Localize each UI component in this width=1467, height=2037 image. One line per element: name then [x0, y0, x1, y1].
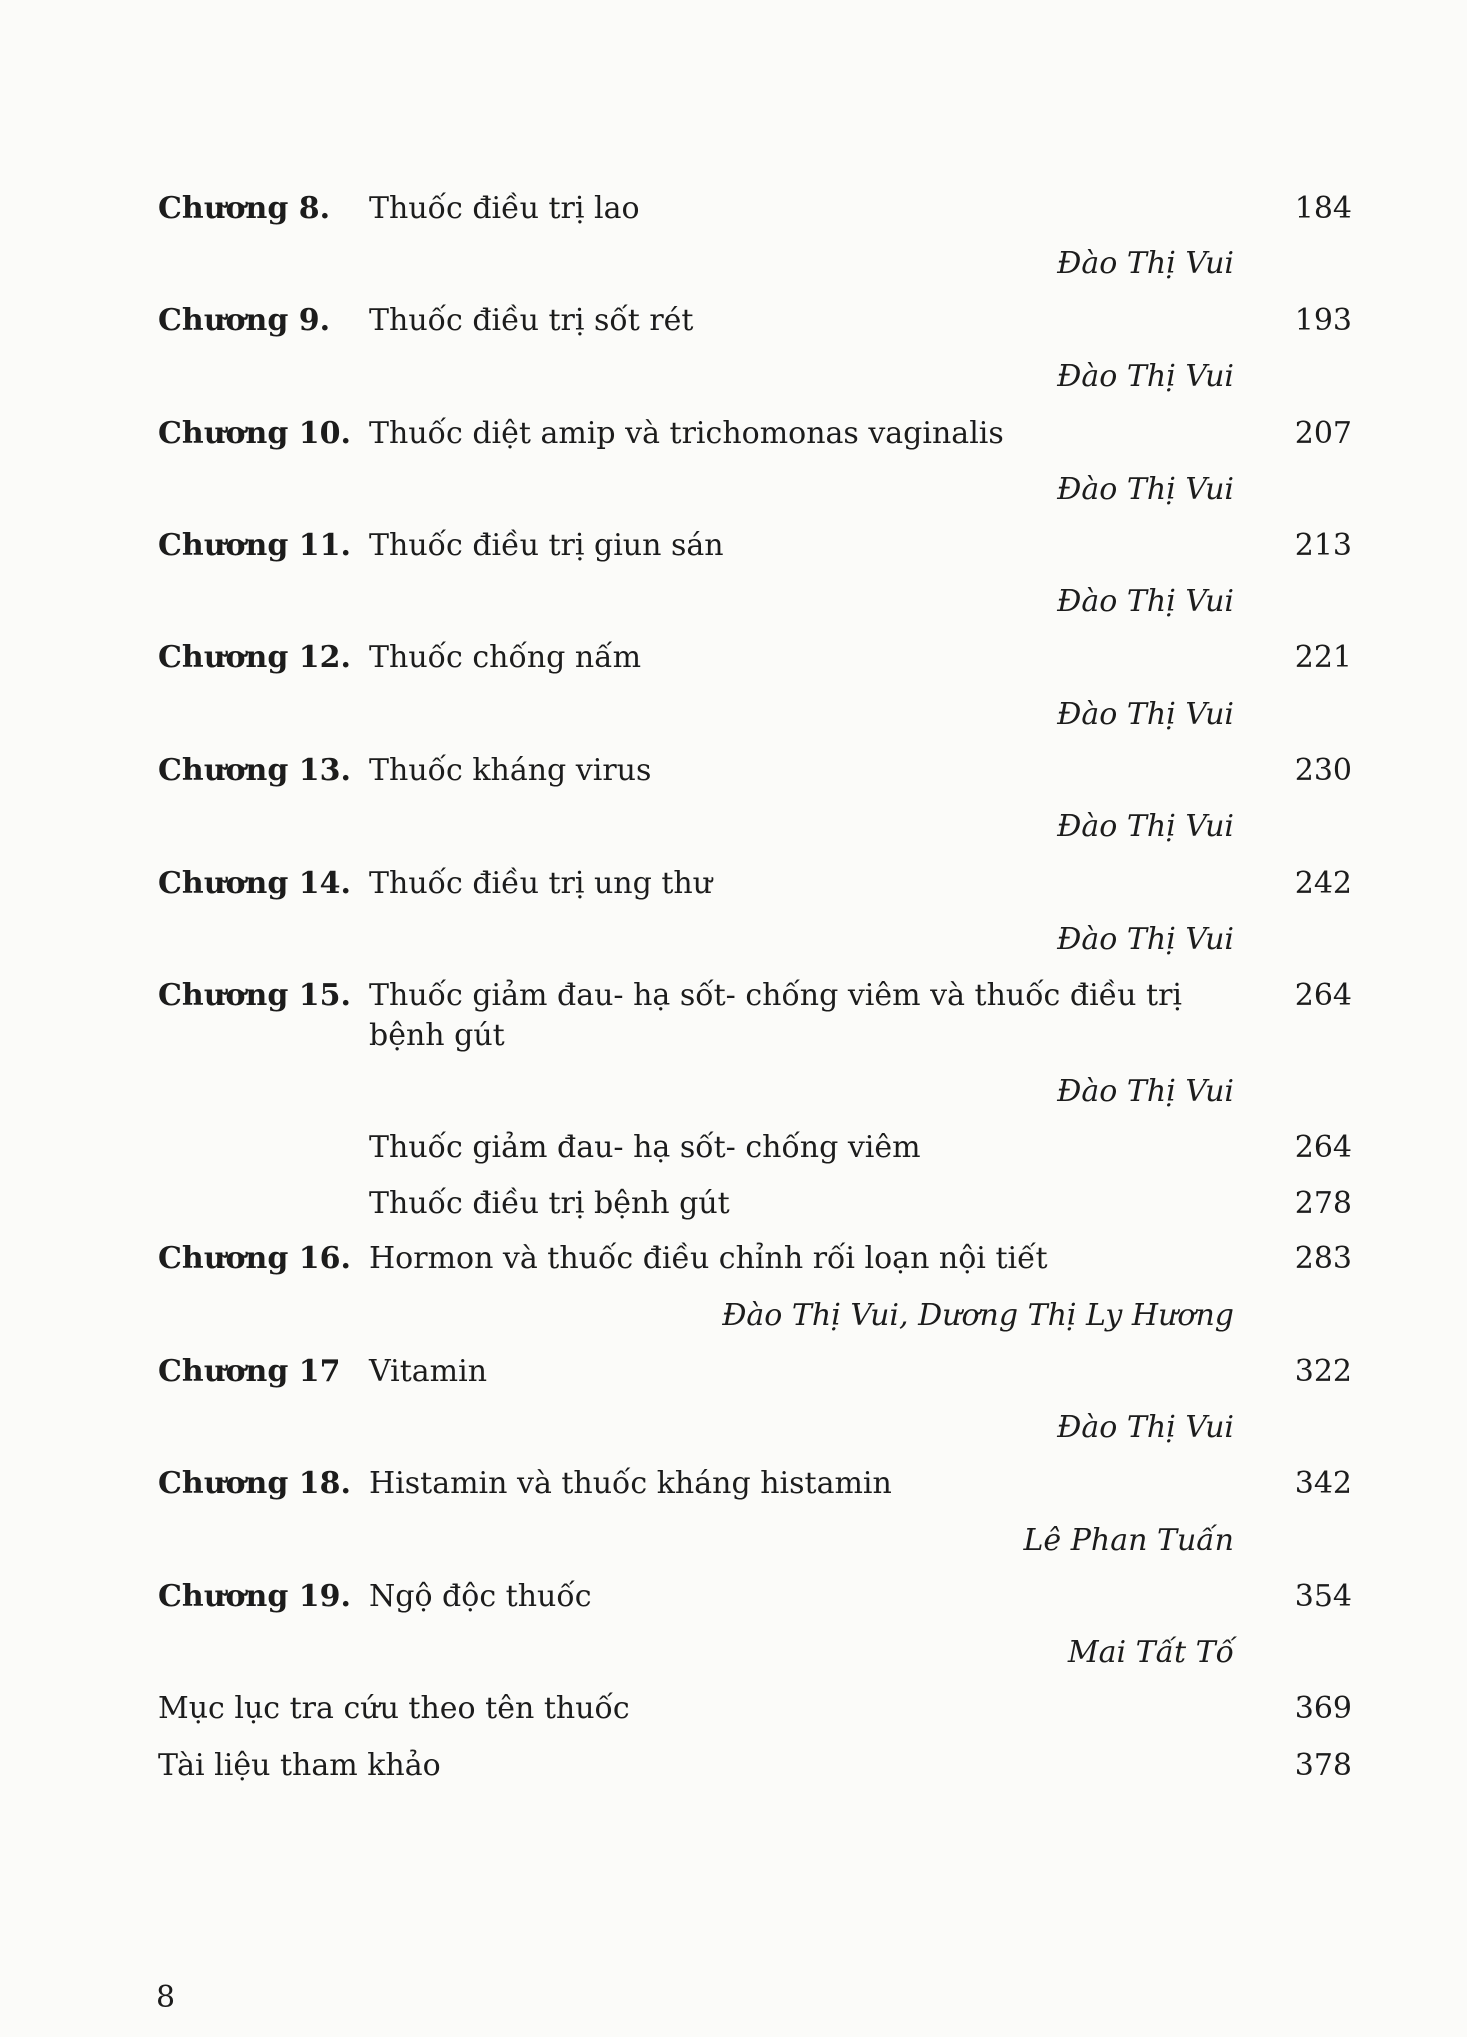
chapter-title: Thuốc giảm đau- hạ sốt- chống viêm và thuốc điều trị — [369, 978, 1183, 1013]
page-number: 264 — [1294, 978, 1352, 1013]
page-number: 283 — [1294, 1241, 1352, 1276]
toc-entry-ch11 — [158, 522, 1352, 570]
chapter-title: Thuốc điều trị lao — [369, 191, 640, 226]
chapter-label: Chương 9. — [158, 303, 331, 338]
toc-subentry — [158, 1124, 1352, 1172]
chapter-title: Thuốc điều trị sốt rét — [369, 303, 694, 338]
chapter-author: Đào Thị Vui — [1057, 1410, 1234, 1445]
chapter-label: Chương 13. — [158, 753, 351, 788]
chapter-title: Thuốc chống nấm — [369, 640, 642, 675]
chapter-label: Chương 12. — [158, 640, 351, 675]
toc-entry-ch10 — [158, 410, 1352, 458]
page-number: 193 — [1294, 303, 1352, 338]
chapter-label: Chương 8. — [158, 191, 331, 226]
chapter-label: Chương 14. — [158, 866, 351, 901]
toc-subentry — [158, 1180, 1352, 1228]
entry-title: Tài liệu tham khảo — [158, 1748, 441, 1783]
toc-entry-ch14 — [158, 860, 1352, 908]
toc-entry-ch16 — [158, 1235, 1352, 1283]
entry-title: Mục lục tra cứu theo tên thuốc — [158, 1691, 630, 1726]
chapter-title: Hormon và thuốc điều chỉnh rối loạn nội tiết — [369, 1241, 1048, 1276]
page-number: 342 — [1294, 1466, 1352, 1501]
toc-entry-ch15-continued — [158, 1012, 1352, 1060]
page-number: 264 — [1294, 1130, 1352, 1165]
toc-entry-ch17 — [158, 1348, 1352, 1396]
page-number: 242 — [1294, 866, 1352, 901]
subentry-title: Thuốc điều trị bệnh gút — [369, 1186, 730, 1221]
chapter-author: Đào Thị Vui, Dương Thị Ly Hương — [722, 1298, 1234, 1333]
chapter-title: Thuốc diệt amip và trichomonas vaginalis — [369, 416, 1004, 451]
chapter-title: Vitamin — [369, 1354, 488, 1389]
chapter-author: Đào Thị Vui — [1057, 1074, 1234, 1109]
page-folio: 8 — [156, 1980, 176, 2015]
toc-entry-ch12 — [158, 634, 1352, 682]
toc-entry-ch13 — [158, 747, 1352, 795]
toc-entry-drug-index — [158, 1685, 1352, 1733]
toc-entry-ch18 — [158, 1460, 1352, 1508]
chapter-label: Chương 16. — [158, 1241, 351, 1276]
chapter-label: Chương 11. — [158, 528, 351, 563]
chapter-label: Chương 10. — [158, 416, 351, 451]
page-number: 378 — [1294, 1748, 1352, 1783]
chapter-title: Thuốc kháng virus — [369, 753, 652, 788]
page-number: 207 — [1294, 416, 1352, 451]
toc-entry-references — [158, 1742, 1352, 1790]
toc-entry-ch8 — [158, 185, 1352, 233]
chapter-label: Chương 19. — [158, 1579, 351, 1614]
chapter-author: Đào Thị Vui — [1057, 246, 1234, 281]
chapter-label: Chương 17 — [158, 1354, 341, 1389]
chapter-author: Đào Thị Vui — [1057, 472, 1234, 507]
chapter-title: Thuốc điều trị ung thư — [369, 866, 713, 901]
subentry-title: Thuốc giảm đau- hạ sốt- chống viêm — [369, 1130, 921, 1165]
chapter-author: Đào Thị Vui — [1057, 584, 1234, 619]
chapter-author: Đào Thị Vui — [1057, 359, 1234, 394]
chapter-title-continued: bệnh gút — [369, 1018, 505, 1053]
page-number: 213 — [1294, 528, 1352, 563]
chapter-author: Đào Thị Vui — [1057, 809, 1234, 844]
chapter-author: Mai Tất Tố — [1067, 1635, 1234, 1670]
toc-entry-ch9 — [158, 297, 1352, 345]
chapter-author: Lê Phan Tuấn — [1023, 1523, 1234, 1558]
page-number: 322 — [1294, 1354, 1352, 1389]
page-number: 278 — [1294, 1186, 1352, 1221]
chapter-title: Ngộ độc thuốc — [369, 1579, 592, 1614]
page-number: 221 — [1294, 640, 1352, 675]
chapter-label: Chương 15. — [158, 978, 351, 1013]
toc-entry-ch19 — [158, 1573, 1352, 1621]
chapter-author: Đào Thị Vui — [1057, 697, 1234, 732]
chapter-title: Thuốc điều trị giun sán — [369, 528, 724, 563]
chapter-author: Đào Thị Vui — [1057, 922, 1234, 957]
chapter-label: Chương 18. — [158, 1466, 351, 1501]
chapter-title: Histamin và thuốc kháng histamin — [369, 1466, 892, 1501]
page-number: 354 — [1294, 1579, 1352, 1614]
page-number: 230 — [1294, 753, 1352, 788]
page-number: 184 — [1294, 191, 1352, 226]
page-number: 369 — [1294, 1691, 1352, 1726]
